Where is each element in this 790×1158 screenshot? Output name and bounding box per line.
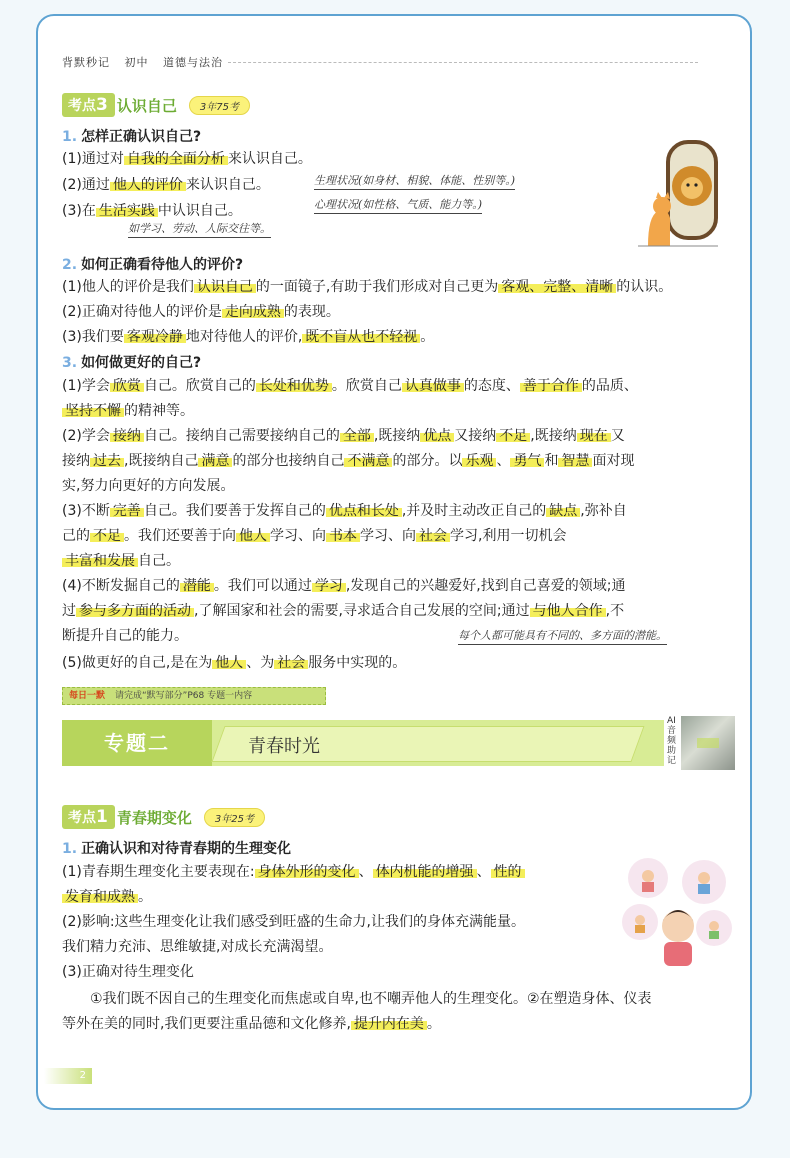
- text-line: [62, 862, 525, 882]
- qr-caption: AI音频助记: [667, 716, 677, 766]
- text-line: [62, 601, 624, 621]
- highlight: 善于合作: [520, 378, 582, 394]
- text-line: (3)正确对待生理变化: [62, 964, 194, 980]
- highlight: 缺点: [546, 503, 580, 519]
- text-line: 断提升自己的能力。: [62, 628, 188, 644]
- text-fragment: (1)学会: [62, 378, 110, 394]
- text-fragment: ,发现自己的兴趣爱好,找到自己喜爱的领域;通: [345, 578, 626, 594]
- highlight: 与他人合作: [530, 603, 606, 619]
- text-fragment: 。我们还要善于向: [124, 528, 236, 544]
- handwritten-note: 如学习、劳动、人际交往等。: [128, 220, 271, 238]
- text-fragment: ,了解国家和社会的需要,寻求适合自己发展的空间;通过: [194, 603, 530, 619]
- highlight: 他人: [212, 655, 246, 671]
- text-fragment: ,既接纳: [373, 428, 421, 444]
- text-line: [62, 277, 672, 297]
- topic-badge: 考点1: [62, 805, 115, 829]
- text-line: [62, 887, 152, 907]
- text-fragment: 。: [420, 329, 435, 345]
- text-line: 实,努力向更好的方向发展。: [62, 478, 235, 494]
- text-fragment: (2)学会: [62, 428, 110, 444]
- highlight: 客观冷静: [124, 329, 186, 345]
- text-fragment: 自己。接纳自己需要接纳自己的: [143, 428, 340, 444]
- text-fragment: ,既接纳自己: [124, 453, 199, 469]
- text-fragment: 来认识自己。: [185, 177, 270, 193]
- text-fragment: (4)不断发掘自己的: [62, 578, 180, 594]
- text-fragment: (2)正确对待他人的评价是: [62, 304, 222, 320]
- topic-heading-kd3: [62, 92, 250, 118]
- text-line: [62, 1014, 441, 1034]
- text-line: [62, 201, 242, 221]
- text-fragment: 。: [426, 1016, 441, 1032]
- highlight: 他人的评价: [110, 177, 186, 193]
- text-line: [62, 149, 312, 169]
- highlight: 既不盲从也不轻视: [302, 329, 420, 345]
- subject-label: 道德与法治: [163, 56, 223, 69]
- text-line: [62, 401, 194, 421]
- text-fragment: (1)青春期生理变化主要表现在:: [62, 864, 255, 880]
- text-line: [62, 426, 625, 446]
- topic-badge: 考点3: [62, 93, 115, 117]
- highlight: 接纳: [110, 428, 144, 444]
- text-fragment: 来认识自己。: [227, 151, 312, 167]
- highlight: 客观、完整、清晰: [498, 279, 616, 295]
- highlight: 社会: [416, 528, 450, 544]
- text-fragment: 服务中实现的。: [308, 655, 407, 671]
- text-line: 我们精力充沛、思维敏捷,对成长充满渴望。: [62, 939, 333, 955]
- highlight: 自我的全面分析: [124, 151, 228, 167]
- qr-code[interactable]: [681, 716, 735, 770]
- handwritten-note: 心理状况(如性格、气质、能力等。): [314, 196, 482, 214]
- highlight: 生活实践: [96, 203, 158, 219]
- text-fragment: 的精神等。: [124, 403, 194, 419]
- highlight: 他人: [236, 528, 270, 544]
- text-fragment: 地对待他人的评价,: [185, 329, 303, 345]
- header-rule: [228, 62, 698, 63]
- daily-recite-banner: 每日一默 请完成“默写部分”P68 专题一内容: [62, 687, 326, 705]
- highlight: 认识自己: [194, 279, 256, 295]
- text-fragment: ,弥补自: [580, 503, 627, 519]
- text-line: [62, 501, 627, 521]
- highlight: 走向成熟: [222, 304, 284, 320]
- highlight: 满意: [198, 453, 232, 469]
- text-fragment: 自己。欣赏自己的: [143, 378, 256, 394]
- highlight: 书本: [326, 528, 360, 544]
- question-heading: 2. 如何正确看待他人的评价?: [62, 257, 244, 273]
- text-fragment: 的态度、: [463, 378, 520, 394]
- text-fragment: 的部分也接纳自己: [232, 453, 345, 469]
- text-fragment: 、: [496, 453, 511, 469]
- book-page: [36, 14, 752, 1110]
- text-fragment: 中认识自己。: [157, 203, 242, 219]
- highlight: 欣赏: [110, 378, 144, 394]
- topic-title: 青春时光: [248, 736, 320, 757]
- highlight: 完善: [110, 503, 144, 519]
- running-header: [62, 54, 233, 70]
- highlight: 乐观: [462, 453, 496, 469]
- text-fragment: 和: [544, 453, 559, 469]
- text-fragment: 学习、向: [360, 528, 416, 544]
- highlight: 潜能: [180, 578, 214, 594]
- text-fragment: 、: [476, 864, 491, 880]
- text-fragment: ,并及时主动改正自己的: [401, 503, 547, 519]
- text-fragment: 。欣赏自己: [331, 378, 402, 394]
- text-fragment: (3)不断: [62, 503, 110, 519]
- text-fragment: 的表现。: [283, 304, 340, 320]
- highlight: 学习: [312, 578, 346, 594]
- text-fragment: (1)通过对: [62, 151, 124, 167]
- highlight: 智慧: [558, 453, 592, 469]
- text-line: (2)影响:这些生理变化让我们感受到旺盛的生命力,让我们的身体充满能量。: [62, 914, 525, 930]
- text-fragment: 己的: [62, 528, 90, 544]
- text-fragment: 面对现: [592, 453, 635, 469]
- highlight: 坚持不懈: [62, 403, 124, 419]
- highlight: 过去: [90, 453, 124, 469]
- highlight: 不足: [496, 428, 530, 444]
- text-fragment: ,不: [605, 603, 625, 619]
- text-fragment: 、: [358, 864, 373, 880]
- text-line: [62, 175, 270, 195]
- text-line: [62, 302, 340, 322]
- highlight: 发育和成熟: [62, 889, 138, 905]
- text-fragment: (2)通过: [62, 177, 110, 193]
- text-line: [62, 526, 566, 546]
- text-fragment: ,既接纳: [530, 428, 577, 444]
- question-heading: 1. 正确认识和对待青春期的生理变化: [62, 841, 292, 857]
- highlight: 长处和优势: [256, 378, 332, 394]
- exam-frequency-badge: 3年25考: [204, 808, 265, 827]
- text-fragment: 、为: [246, 655, 275, 671]
- grade-label: 初中: [124, 56, 149, 69]
- page-number: 2: [44, 1068, 92, 1084]
- highlight: 不满意: [344, 453, 392, 469]
- highlight: 参与多方面的活动: [76, 603, 194, 619]
- text-line: [62, 327, 434, 347]
- exam-frequency-badge: 3年75考: [189, 96, 250, 115]
- highlight: 身体外形的变化: [255, 864, 359, 880]
- text-fragment: 又接纳: [454, 428, 497, 444]
- text-line: [62, 576, 625, 596]
- girl-thinking-illustration: [618, 856, 736, 968]
- text-fragment: 过: [62, 603, 76, 619]
- text-line: [62, 376, 638, 396]
- highlight: 优点和长处: [326, 503, 402, 519]
- text-fragment: 又: [610, 428, 625, 444]
- highlight: 性的: [491, 864, 525, 880]
- highlight: 体内机能的增强: [373, 864, 477, 880]
- text-fragment: 的部分。以: [392, 453, 463, 469]
- text-fragment: 。我们可以通过: [213, 578, 312, 594]
- highlight: 勇气: [510, 453, 544, 469]
- text-fragment: (3)在: [62, 203, 96, 219]
- highlight: 全部: [340, 428, 374, 444]
- highlight: 丰富和发展: [62, 553, 138, 569]
- text-fragment: 自己。我们要善于发挥自己的: [143, 503, 326, 519]
- lion-mirror-cat-illustration: [618, 136, 728, 256]
- text-fragment: (1)他人的评价是我们: [62, 279, 194, 295]
- highlight: 不足: [90, 528, 124, 544]
- highlight: 优点: [420, 428, 454, 444]
- text-fragment: 等外在美的同时,我们更要注重品德和文化修养,: [62, 1016, 351, 1032]
- text-fragment: 。: [138, 889, 152, 905]
- text-fragment: (5)做更好的自己,是在为: [62, 655, 213, 671]
- text-fragment: 学习、向: [270, 528, 326, 544]
- text-fragment: 接纳: [62, 453, 90, 469]
- text-fragment: 的认识。: [616, 279, 673, 295]
- text-fragment: 学习,利用一切机会: [450, 528, 567, 544]
- text-fragment: (3)我们要: [62, 329, 124, 345]
- question-heading: 3. 如何做更好的自己?: [62, 355, 202, 371]
- text-line: [62, 451, 634, 471]
- highlight: 社会: [274, 655, 308, 671]
- topic-title: 青春期变化: [116, 808, 192, 827]
- highlight: 提升内在美: [351, 1016, 427, 1032]
- topic-label: 专题二: [62, 720, 212, 766]
- handwritten-note: 生理状况(如身材、相貌、体能、性别等。): [314, 172, 515, 190]
- text-line: [62, 551, 180, 571]
- text-fragment: 的一面镜子,有助于我们形成对自己更为: [255, 279, 499, 295]
- handwritten-note: 每个人都可能具有不同的、多方面的潜能。: [458, 627, 667, 645]
- topic-title: 认识自己: [116, 96, 177, 115]
- topic-heading-kd1: [62, 804, 265, 830]
- book-name: 背默秒记: [62, 56, 110, 69]
- text-fragment: 自己。: [138, 553, 180, 569]
- text-line: [62, 653, 406, 673]
- question-heading: 1. 怎样正确认识自己?: [62, 129, 202, 145]
- text-line: ①我们既不因自己的生理变化而焦虑或自卑,也不嘲弄他人的生理变化。②在塑造身体、仪表: [90, 991, 652, 1007]
- highlight: 认真做事: [402, 378, 464, 394]
- highlight: 现在: [577, 428, 611, 444]
- text-fragment: 的品质、: [581, 378, 638, 394]
